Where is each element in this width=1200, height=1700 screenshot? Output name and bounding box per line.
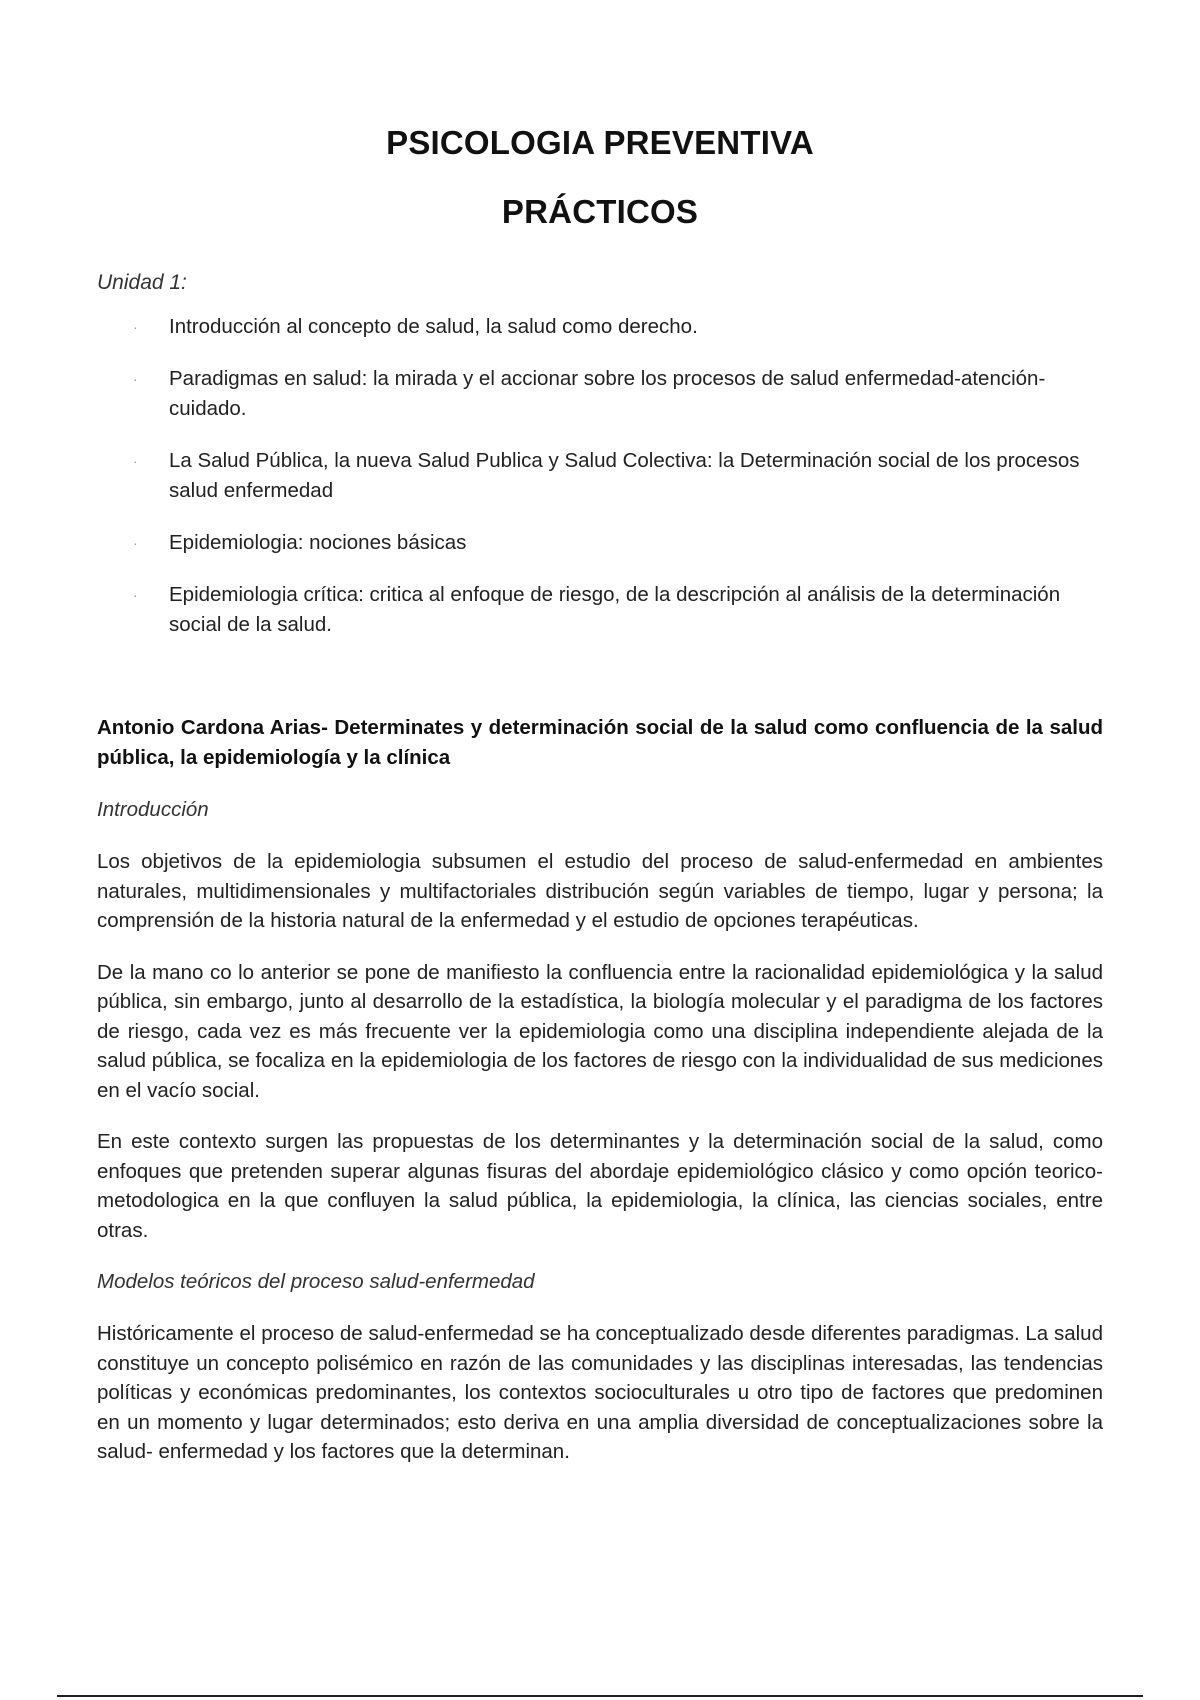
topic-item <box>97 446 1103 506</box>
topic-list <box>97 312 1103 640</box>
topic-item <box>97 364 1103 424</box>
bullet-icon: · <box>133 319 138 335</box>
topic-item <box>97 528 1103 558</box>
models-heading: Modelos teóricos del proceso salud-enfermedad <box>97 1270 535 1293</box>
bullet-icon: · <box>133 587 138 603</box>
intro-paragraph: De la mano co lo anterior se pone de manifiesto la confluencia entre la racionalidad epidemiológica y la salud pública, sin embargo, junto al desarrollo de la estadística, la biología molecular y el paradigma de los factores de riesgo, cada vez es más frecuente ver la epidemiologia como una disciplina independiente alejada de la salud pública, se focaliza en la epidemiologia de los factores de riesgo con la individualidad de sus mediciones en el vacío social. <box>97 960 1103 1102</box>
topic-text: Paradigmas en salud: la mirada y el accionar sobre los procesos de salud enfermedad-atención-cuidado. <box>169 367 1046 420</box>
topic-text: Epidemiologia: nociones básicas <box>169 531 467 554</box>
intro-paragraph: Los objetivos de la epidemiologia subsumen el estudio del proceso de salud-enfermedad en ambientes naturales, multidimensionales y multifactoriales distribución según variables de tiempo, lugar y persona; la comprensión de la historia natural de la enfermedad y el estudio de opciones terapéuticas. <box>97 850 1103 932</box>
intro-heading: Introducción <box>97 798 209 821</box>
intro-paragraph: En este contexto surgen las propuestas de los determinantes y la determinación social de la salud, como enfoques que pretenden superar algunas fisuras del abordaje epidemiológico clásico y como opción teorico-metodologica en la que confluyen la salud pública, la epidemiologia, la clínica, las ciencias sociales, entre otras. <box>97 1130 1103 1242</box>
document-title: PSICOLOGIA PREVENTIVA <box>386 124 814 161</box>
footer-divider <box>57 1695 1143 1697</box>
unit-label: Unidad 1: <box>97 271 187 294</box>
topic-text: Epidemiologia crítica: critica al enfoque de riesgo, de la descripción al análisis de la determinación social de la salud. <box>169 583 1061 636</box>
bullet-icon: · <box>133 453 138 469</box>
document-subtitle: PRÁCTICOS <box>501 193 699 230</box>
article-heading: Antonio Cardona Arias- Determinates y determinación social de la salud como confluencia de la salud pública, la epidemiología y la clínica <box>97 716 1103 769</box>
topic-text: La Salud Pública, la nueva Salud Publica y Salud Colectiva: la Determinación social de los procesos salud enfermedad <box>169 449 1080 502</box>
bullet-icon: · <box>133 535 138 551</box>
topic-item <box>97 580 1103 640</box>
page-content <box>97 118 1103 1467</box>
topic-text: Introducción al concepto de salud, la salud como derecho. <box>169 315 698 338</box>
topic-item <box>97 312 1103 342</box>
bullet-icon: · <box>133 371 138 387</box>
models-paragraph: Históricamente el proceso de salud-enfermedad se ha conceptualizado desde diferentes paradigmas. La salud constituye un concepto polisémico en razón de las comunidades y las disciplinas interesadas, las tendencias políticas y económicas predominantes, los contextos socioculturales u otro tipo de factores que predominen en un momento y lugar determinados; esto deriva en una amplia diversidad de conceptualizaciones sobre la salud- enfermedad y los factores que la determinan. <box>97 1322 1103 1463</box>
